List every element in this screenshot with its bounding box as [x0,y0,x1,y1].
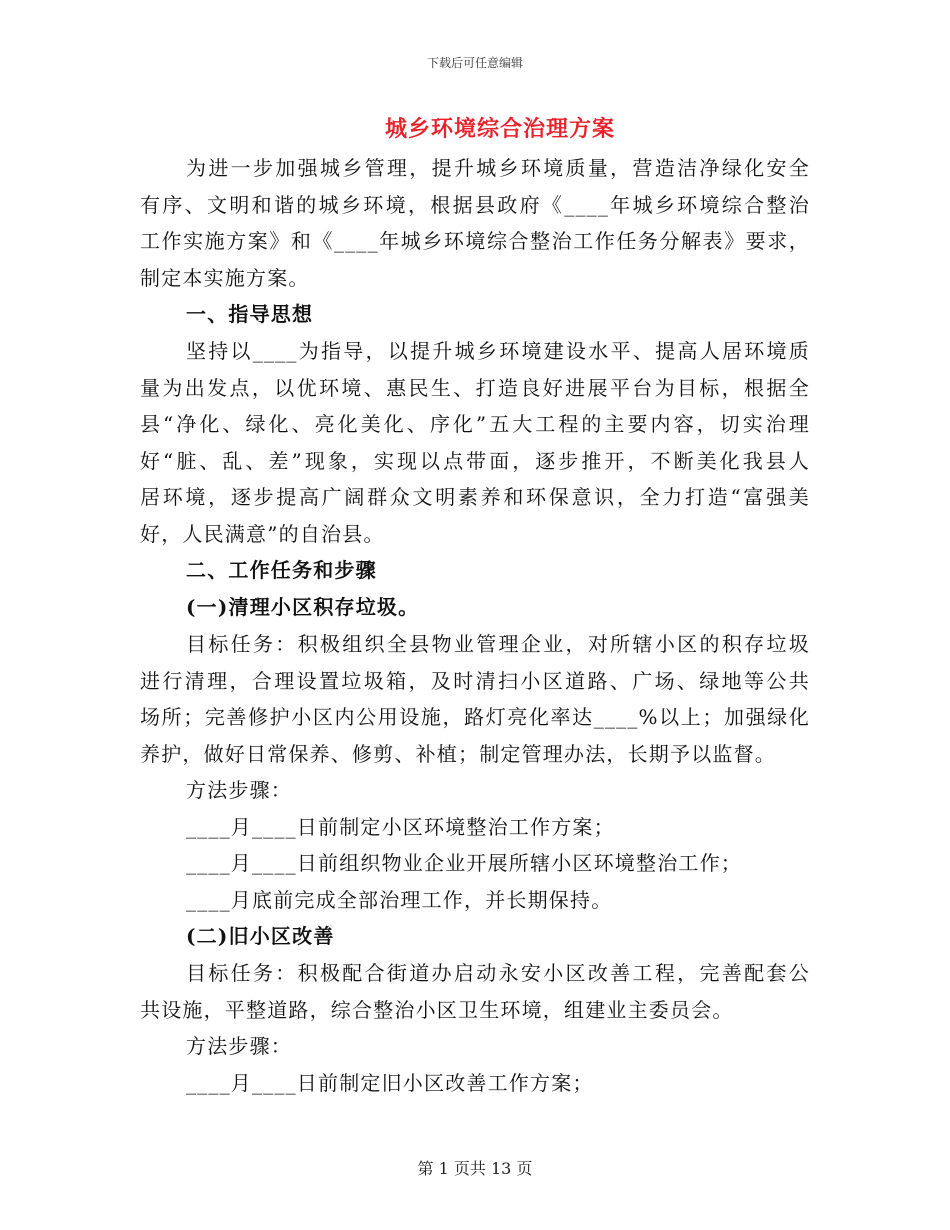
page-header: 下载后可任意编辑 [426,56,523,70]
paragraph-line: 制定本实施方案。 [140,265,310,290]
paragraph-line: 进行清理，合理设置垃圾箱，及时清扫小区道路、广场、绿地等公共 [140,668,810,693]
paragraph-line: ____月____日前制定小区环境整治工作方案； [186,814,615,839]
paragraph-line: 方法步骤： [186,1034,292,1058]
section-heading: (二)旧小区改善 [186,924,335,948]
paragraph-line: ____月____日前组织物业企业开展所辖小区环境整治工作； [186,851,742,875]
paragraph-line: 目标任务：积极组织全县物业管理企业，对所辖小区的积存垃圾 [186,632,810,656]
paragraph-line: 好，人民满意”的自治县。 [140,521,385,546]
paragraph-line: ____月底前完成全部治理工作，并长期保持。 [186,887,613,912]
paragraph-line: 坚持以____为指导，以提升城乡环境建设水平、提高人居环境质 [186,339,810,363]
section-heading: 二、工作任务和步骤 [186,558,377,582]
paragraph-line: 有序、文明和谐的城乡环境，根据县政府《____年城乡环境综合整治 [140,192,810,217]
document-body [140,150,810,1101]
page-footer: 第 1 页共 13 页 [417,1159,533,1178]
paragraph-line: 居环境，逐步提高广阔群众文明素养和环保意识，全力打造“富强美 [140,485,810,509]
paragraph-line: 县“净化、绿化、亮化美化、序化”五大工程的主要内容，切实治理 [140,412,810,436]
section-heading: 一、指导思想 [186,302,314,326]
document-title: 城乡环境综合治理方案 [384,116,615,142]
paragraph-line: ____月____日前制定旧小区改善工作方案； [186,1070,594,1095]
paragraph-line: 共设施，平整道路，综合整治小区卫生环境，组建业主委员会。 [140,997,734,1022]
paragraph-line: 目标任务：积极配合街道办启动永安小区改善工程，完善配套公 [186,961,810,985]
paragraph-line: 为进一步加强城乡管理，提升城乡环境质量，营造洁净绿化安全 [186,156,810,180]
paragraph-line: 好“脏、乱、差”现象，实现以点带面，逐步推开，不断美化我县人 [140,448,810,473]
paragraph-line: 量为出发点，以优环境、惠民生、打造良好进展平台为目标，根据全 [140,375,810,400]
paragraph-line: 场所；完善修护小区内公用设施，路灯亮化率达____%以上；加强绿化 [140,705,810,729]
section-heading: (一)清理小区积存垃圾。 [186,595,420,619]
paragraph-line: 养护，做好日常保养、修剪、补植；制定管理办法，长期予以监督。 [140,741,776,766]
paragraph-line: 方法步骤： [186,778,292,802]
paragraph-line: 工作实施方案》和《____年城乡环境综合整治工作任务分解表》要求， [140,229,810,253]
